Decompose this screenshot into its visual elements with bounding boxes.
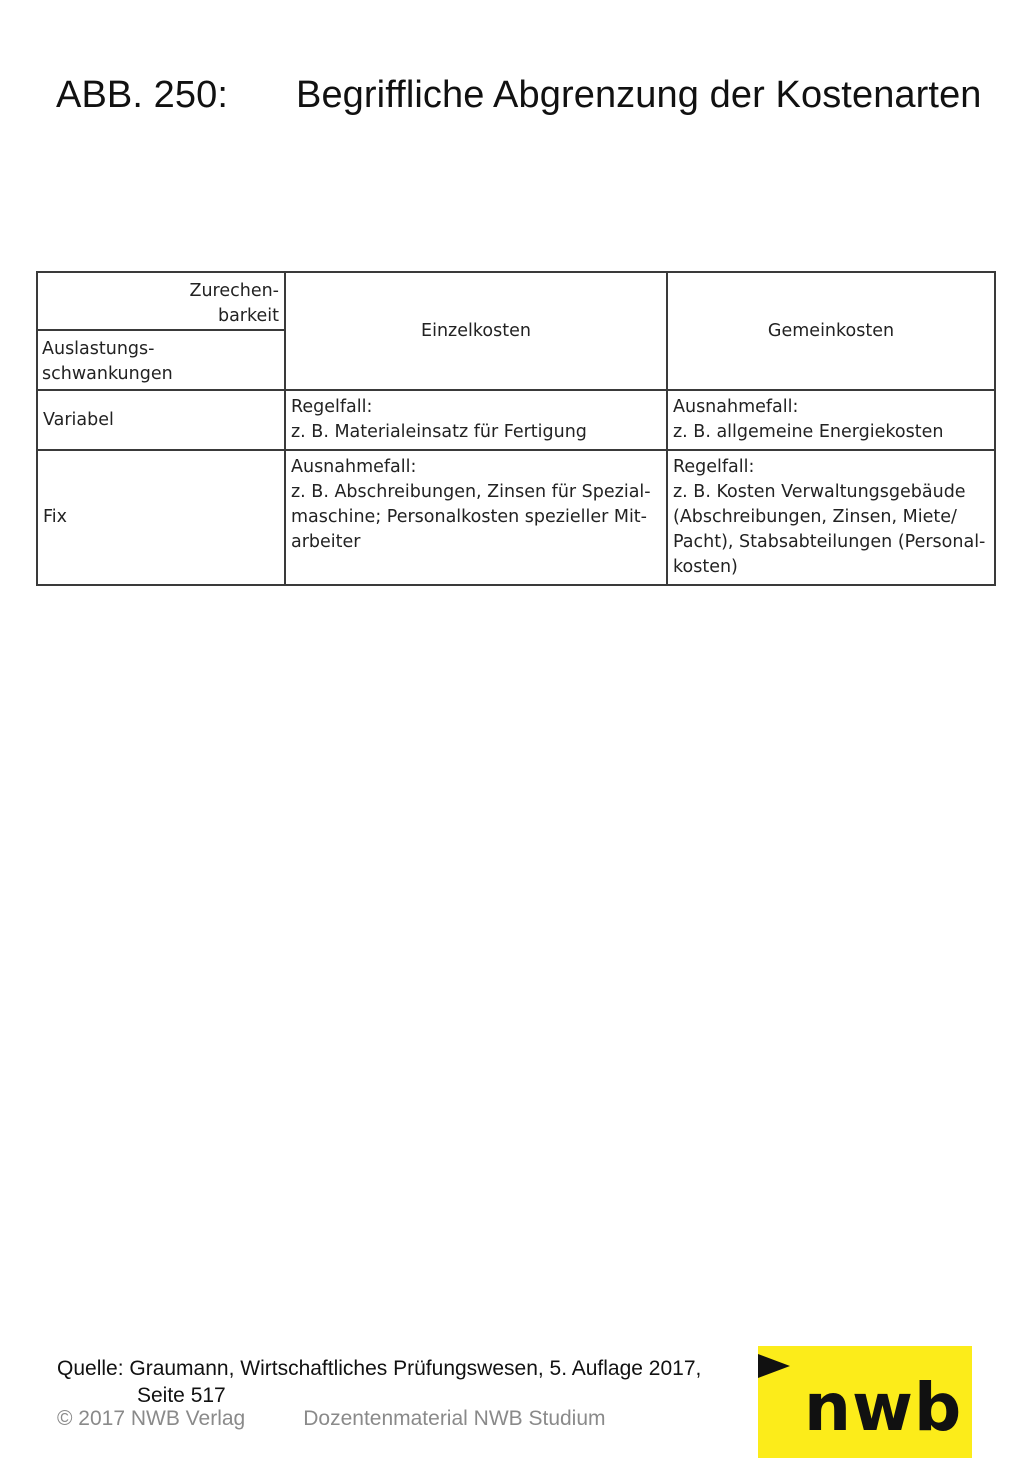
logo-wordmark: nwb: [804, 1369, 963, 1446]
column-header-gemeinkosten: Gemeinkosten: [667, 272, 995, 390]
footer-copyright: [57, 1407, 606, 1431]
corner-top-label: Zurechen- barkeit: [38, 273, 284, 331]
logo-arrow-icon: [758, 1354, 790, 1378]
case-label: Regelfall:: [673, 457, 755, 477]
case-text: z. B. Materialeinsatz für Fertigung: [291, 422, 587, 442]
case-text: z. B. allgemeine Energiekosten: [673, 422, 944, 442]
case-text: z. B. Kosten Verwaltungsgebäude (Abschreibungen, Zinsen, Miete/ Pacht), Stabsabteilungen (Personal-kosten): [673, 482, 986, 577]
figure-number: ABB. 250:: [56, 74, 229, 116]
case-label: Ausnahmefall:: [673, 397, 799, 417]
cell-variabel-gemeinkosten: [667, 390, 995, 450]
page-title: [56, 74, 982, 117]
source-citation: [57, 1355, 701, 1409]
copyright-text: © 2017 NWB Verlag: [57, 1407, 246, 1430]
nwb-logo: [758, 1346, 972, 1458]
row-label-variabel: Variabel: [37, 390, 285, 450]
table-row: [37, 450, 995, 585]
material-text: Dozentenmaterial NWB Studium: [303, 1407, 606, 1430]
source-line-2: Seite 517: [137, 1384, 226, 1407]
case-text: z. B. Abschreibungen, Zinsen für Spezial-maschine; Personalkosten spezieller Mit-arbeiter: [291, 482, 651, 552]
case-label: Regelfall:: [291, 397, 373, 417]
cost-types-table: [36, 271, 996, 586]
table-row: [37, 390, 995, 450]
corner-bottom-label: Auslastungs- schwankungen: [42, 339, 173, 384]
cell-fix-einzelkosten: [285, 450, 667, 585]
corner-cell: [37, 272, 285, 390]
column-header-einzelkosten: Einzelkosten: [285, 272, 667, 390]
source-line-1: Quelle: Graumann, Wirtschaftliches Prüfungswesen, 5. Auflage 2017,: [57, 1357, 702, 1380]
cell-fix-gemeinkosten: [667, 450, 995, 585]
table-header-row: [37, 272, 995, 390]
cell-variabel-einzelkosten: [285, 390, 667, 450]
row-label-fix: Fix: [37, 450, 285, 585]
figure-title: Begriffliche Abgrenzung der Kostenarten: [296, 74, 982, 116]
case-label: Ausnahmefall:: [291, 457, 417, 477]
